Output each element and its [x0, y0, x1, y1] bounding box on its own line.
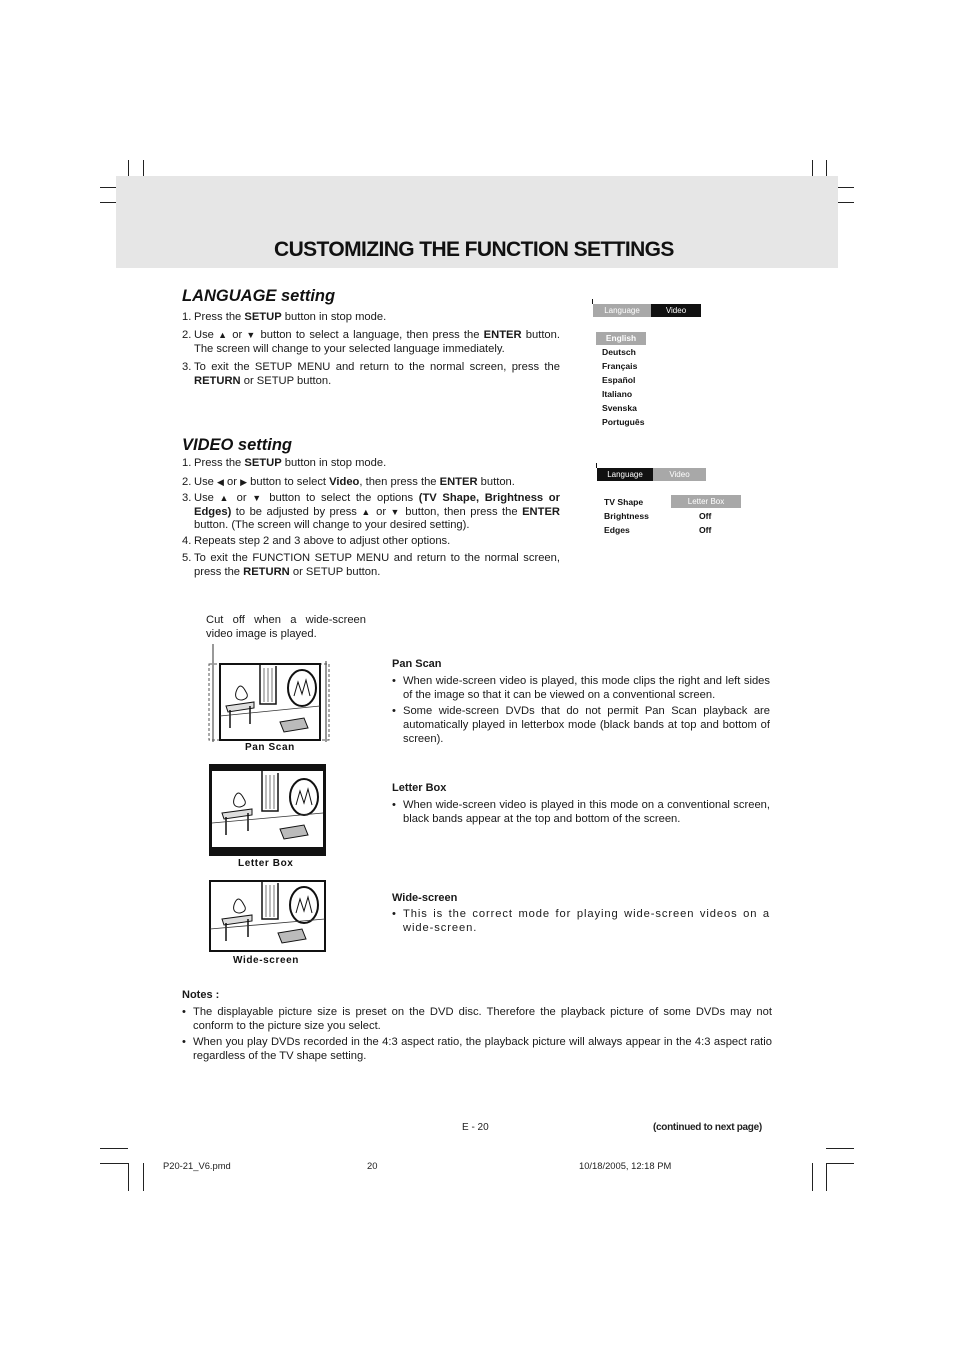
down-arrow-icon: ▼ — [252, 493, 264, 503]
language-heading: LANGUAGE setting — [182, 287, 336, 305]
pan-scan-caption: Pan Scan — [245, 742, 295, 753]
language-step-1: 1. Press the SETUP button in stop mode. — [182, 311, 387, 323]
letter-box-caption: Letter Box — [238, 858, 294, 869]
note-item: • The displayable picture size is preset on the DVD disc. Therefore the playback picture of some DVDs may not conform to the picture size you select. — [182, 1006, 772, 1032]
wide-screen-illustration — [208, 879, 328, 953]
wide-screen-caption: Wide-screen — [233, 955, 299, 966]
crop-mark — [812, 1163, 813, 1191]
wide-screen-bullet: • This is the correct mode for playing wide-screen videos on a wide-screen. — [392, 908, 770, 934]
letter-box-title: Letter Box — [392, 782, 447, 794]
up-arrow-icon: ▲ — [219, 493, 231, 503]
video-option-value: Off — [699, 511, 712, 521]
language-option: Português — [602, 417, 645, 427]
crop-mark — [143, 1163, 144, 1191]
page-number: E - 20 — [462, 1122, 489, 1133]
language-option: Français — [602, 361, 638, 371]
video-option-value-selected: Letter Box — [671, 495, 741, 508]
language-step-3: 3. To exit the SETUP MENU and return to the normal screen, press the RETURN or SETUP button. — [182, 361, 560, 387]
page-title: CUSTOMIZING THE FUNCTION SETTINGS — [274, 238, 674, 261]
tab-video: Video — [653, 468, 706, 481]
note-item: • When you play DVDs recorded in the 4:3 aspect ratio, the playback picture will always appear in the 4:3 aspect ratio regardless of the TV shape setting. — [182, 1036, 772, 1062]
footer-timestamp: 10/18/2005, 12:18 PM — [579, 1160, 672, 1171]
pan-scan-bullet: • Some wide-screen DVDs that do not permit Pan Scan playback are automatically played in letterbox mode (black bands at top and bottom of screen). — [392, 705, 770, 745]
down-arrow-icon: ▼ — [246, 330, 257, 340]
video-step-3: 3. Use ▲ or ▼ button to select the options (TV Shape, Brightness or Edges) to be adjusted by press ▲ or ▼ button, then press the ENTER button. (The screen will change to your desired setting). — [182, 492, 560, 531]
continued-note: (continued to next page) — [653, 1122, 762, 1133]
crop-mark — [100, 1163, 128, 1164]
video-option-label: Edges — [604, 525, 630, 535]
language-option: Español — [602, 375, 636, 385]
crop-mark — [826, 1163, 854, 1164]
wide-screen-title: Wide-screen — [392, 892, 458, 904]
up-arrow-icon: ▲ — [361, 506, 372, 517]
pan-scan-bullet: • When wide-screen video is played, this mode clips the right and left sides of the image so that it can be viewed on a conventional screen. — [392, 675, 770, 701]
video-step-5: 5. To exit the FUNCTION SETUP MENU and return to the normal screen, press the RETURN or SETUP button. — [182, 552, 560, 578]
crop-mark — [128, 1163, 129, 1191]
left-arrow-icon: ◀ — [217, 477, 224, 487]
crop-mark — [100, 1148, 128, 1149]
video-option-label: Brightness — [604, 511, 649, 521]
language-option: Italiano — [602, 389, 633, 399]
tab-language: Language — [593, 304, 651, 317]
right-arrow-icon: ▶ — [240, 477, 248, 487]
letter-box-illustration — [208, 763, 328, 857]
cutoff-note: Cut off when a wide-screen video image is played. — [206, 614, 366, 640]
video-option-value: Off — [699, 525, 712, 535]
notes-heading: Notes : — [182, 989, 220, 1001]
tab-language: Language — [597, 468, 653, 481]
video-option-label: TV Shape — [604, 497, 644, 507]
pan-scan-illustration — [206, 644, 332, 744]
pan-scan-title: Pan Scan — [392, 658, 442, 670]
tab-video: Video — [651, 304, 701, 317]
footer-filename: P20-21_V6.pmd — [163, 1160, 231, 1171]
language-step-2: 2. Use ▲ or ▼ button to select a language, then press the ENTER button. The screen will change to your selected language immediately. — [182, 329, 560, 355]
video-step-4: 4. Repeats step 2 and 3 above to adjust other options. — [182, 535, 451, 547]
crop-mark — [826, 1163, 827, 1191]
language-option: Svenska — [602, 403, 637, 413]
video-step-1: 1. Press the SETUP button in stop mode. — [182, 457, 387, 469]
language-option: Deutsch — [602, 347, 636, 357]
up-arrow-icon: ▲ — [218, 330, 229, 340]
letter-box-bullet: • When wide-screen video is played in this mode on a conventional screen, black bands appear at the top and bottom of the screen. — [392, 799, 770, 825]
down-arrow-icon: ▼ — [390, 506, 401, 517]
language-option-selected: English — [596, 332, 646, 345]
video-heading: VIDEO setting — [182, 436, 293, 454]
footer-sheet-number: 20 — [367, 1160, 378, 1171]
crop-mark — [826, 1148, 854, 1149]
video-step-2: 2. Use ◀ or ▶ button to select Video, then press the ENTER button. — [182, 476, 515, 488]
